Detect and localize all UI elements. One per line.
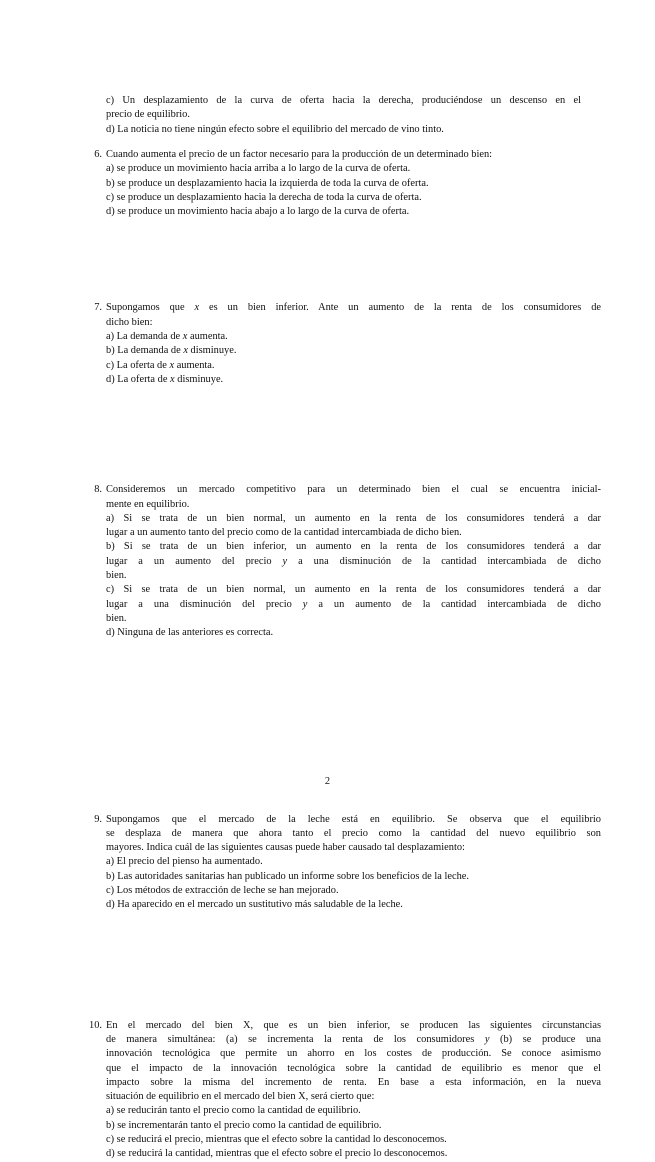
- variable-x: x: [170, 373, 175, 385]
- question-stem-line2: mente en equilibrio.: [106, 498, 190, 510]
- option-c-line1: c) Un desplazamiento de la curva de oferta hacia la derecha, produciéndose un descenso en el: [106, 95, 581, 106]
- question-stem-line3: mayores. Indica cuál de las siguientes causas puede haber causado tal desplazamiento:: [106, 842, 465, 854]
- question-stem-line3: innovación tecnológica que permite un ahorro en los costes de producción. Se conoce asimismo: [106, 1048, 601, 1060]
- variable-x: x: [183, 345, 188, 357]
- option-text: disminuye.: [174, 373, 224, 385]
- option-text: disminuye.: [187, 345, 237, 357]
- variable-x: x: [182, 331, 188, 343]
- option-c: [106, 359, 601, 373]
- stem-text: de manera simultánea: (a) se incrementa la renta de los consumidores: [106, 1033, 485, 1045]
- option-text: c) La oferta de: [106, 359, 170, 371]
- option-d: d) Ninguna de las anteriores es correcta.: [106, 627, 274, 639]
- option-a: a) se produce un movimiento hacia arriba a lo largo de la curva de oferta.: [106, 163, 411, 175]
- option-b-line1: b) Si se trata de un bien inferior, un aumento en la renta de los consumidores tenderá a dar: [106, 541, 601, 553]
- option-text: a) La demanda de: [106, 331, 183, 343]
- question-stem: Cuando aumenta el precio de un factor necesario para la producción de un determinado bien:: [106, 149, 493, 160]
- option-b: b) se incrementarán tanto el precio como la cantidad de equilibrio.: [106, 1119, 382, 1131]
- option-a: [106, 330, 601, 344]
- stem-text: (b) se produce una: [489, 1033, 601, 1045]
- question-number: 6.: [94, 149, 102, 160]
- option-text: b) La demanda de: [106, 345, 184, 357]
- option-a-line1: a) Si se trata de un bien normal, un aumento en la renta de los consumidores tenderá a dar: [106, 512, 601, 524]
- option-d: d) se reducirá la cantidad, mientras que el efecto sobre el precio lo desconocemos.: [106, 1148, 448, 1160]
- italic-y: y: [282, 555, 288, 567]
- option-d: [106, 373, 601, 387]
- question-number: 9.: [94, 813, 102, 825]
- question-number: 7.: [94, 302, 102, 314]
- option-text: a un aumento de la cantidad intercambiada de dicho: [307, 598, 601, 610]
- option-b: [106, 344, 601, 358]
- question-7: [86, 301, 601, 387]
- option-c: c) Los métodos de extracción de leche se han mejorado.: [106, 885, 339, 897]
- option-b-line2: [106, 555, 601, 569]
- question-stem-line1: Consideremos un mercado competitivo para un determinado bien el cual se encuentra inicial-: [106, 484, 601, 496]
- option-text: d) La oferta de: [106, 373, 171, 385]
- option-a: a) se reducirán tanto el precio como la cantidad de equilibrio.: [106, 1105, 361, 1117]
- question-stem-line1: Supongamos que el mercado de la leche está en equilibrio. Se observa que el equilibrio: [106, 813, 601, 825]
- question-stem-line1: [106, 301, 601, 315]
- option-a-line2: lugar a un aumento tanto del precio como de la cantidad intercambiada de dicho bien.: [106, 527, 462, 539]
- question-8: [86, 483, 601, 640]
- option-text: aumenta.: [187, 331, 228, 343]
- question-6: [86, 148, 601, 219]
- option-c: c) se reducirá el precio, mientras que el efecto sobre la cantidad lo desconocemos.: [106, 1133, 447, 1145]
- variable-x: x: [169, 359, 175, 371]
- option-c-line1: c) Si se trata de un bien normal, un aumento en la renta de los consumidores tenderá a dar: [106, 584, 601, 596]
- option-a: a) El precio del pienso ha aumentado.: [106, 856, 263, 868]
- option-d: d) La noticia no tiene ningún efecto sobre el equilibrio del mercado de vino tinto.: [106, 123, 444, 135]
- italic-y: y: [302, 598, 308, 610]
- question-stem-line2: se desplaza de manera que ahora tanto el precio como la cantidad del nuevo equilibrio son: [106, 827, 601, 839]
- stem-text: es un bien inferior. Ante un aumento de la renta de los consumidores de: [199, 302, 602, 314]
- question-number: 8.: [94, 484, 102, 496]
- option-c-line3: bien.: [106, 612, 127, 624]
- question-stem-line6: situación de equilibrio en el mercado del bien X, será cierto que:: [106, 1091, 375, 1103]
- option-text: lugar a un aumento del precio: [106, 555, 283, 567]
- question-9: [86, 813, 601, 913]
- italic-y: y: [484, 1033, 490, 1045]
- question-stem-line4: que el impacto de la innovación tecnológica sobre la cantidad de equilibrio es menor que el: [106, 1062, 601, 1074]
- variable-x: x: [194, 302, 200, 314]
- option-text: lugar a una disminución del precio: [106, 598, 303, 610]
- question-10: [86, 1019, 601, 1162]
- stem-text: Supongamos que: [106, 302, 195, 314]
- question-stem-line2: [106, 1033, 601, 1047]
- option-c: c) se produce un desplazamiento hacia la derecha de toda la curva de oferta.: [106, 191, 422, 203]
- question-stem-line1: En el mercado del bien X, que es un bien inferior, se producen las siguientes circunstancias: [106, 1019, 601, 1031]
- option-d: d) Ha aparecido en el mercado un sustitutivo más saludable de la leche.: [106, 899, 403, 911]
- previous-question-fragment: [106, 94, 581, 137]
- option-c-line2: [106, 598, 601, 612]
- option-b-line3: bien.: [106, 570, 127, 582]
- option-text: a una disminución de la cantidad intercambiada de dicho: [287, 555, 601, 567]
- option-b: b) se produce un desplazamiento hacia la izquierda de toda la curva de oferta.: [106, 177, 429, 189]
- option-d: d) se produce un movimiento hacia abajo a lo largo de la curva de oferta.: [106, 206, 410, 218]
- option-c-line2: precio de equilibrio.: [106, 109, 190, 121]
- question-stem-line2: dicho bien:: [106, 316, 153, 328]
- option-b: b) Las autoridades sanitarias han publicado un informe sobre los beneficios de la leche.: [106, 870, 469, 882]
- page-number: 2: [324, 776, 331, 787]
- option-text: aumenta.: [174, 359, 215, 371]
- question-stem-line5: impacto sobre la misma del incremento de renta. En base a esta información, en la nueva: [106, 1076, 601, 1088]
- question-number: 10.: [89, 1019, 102, 1031]
